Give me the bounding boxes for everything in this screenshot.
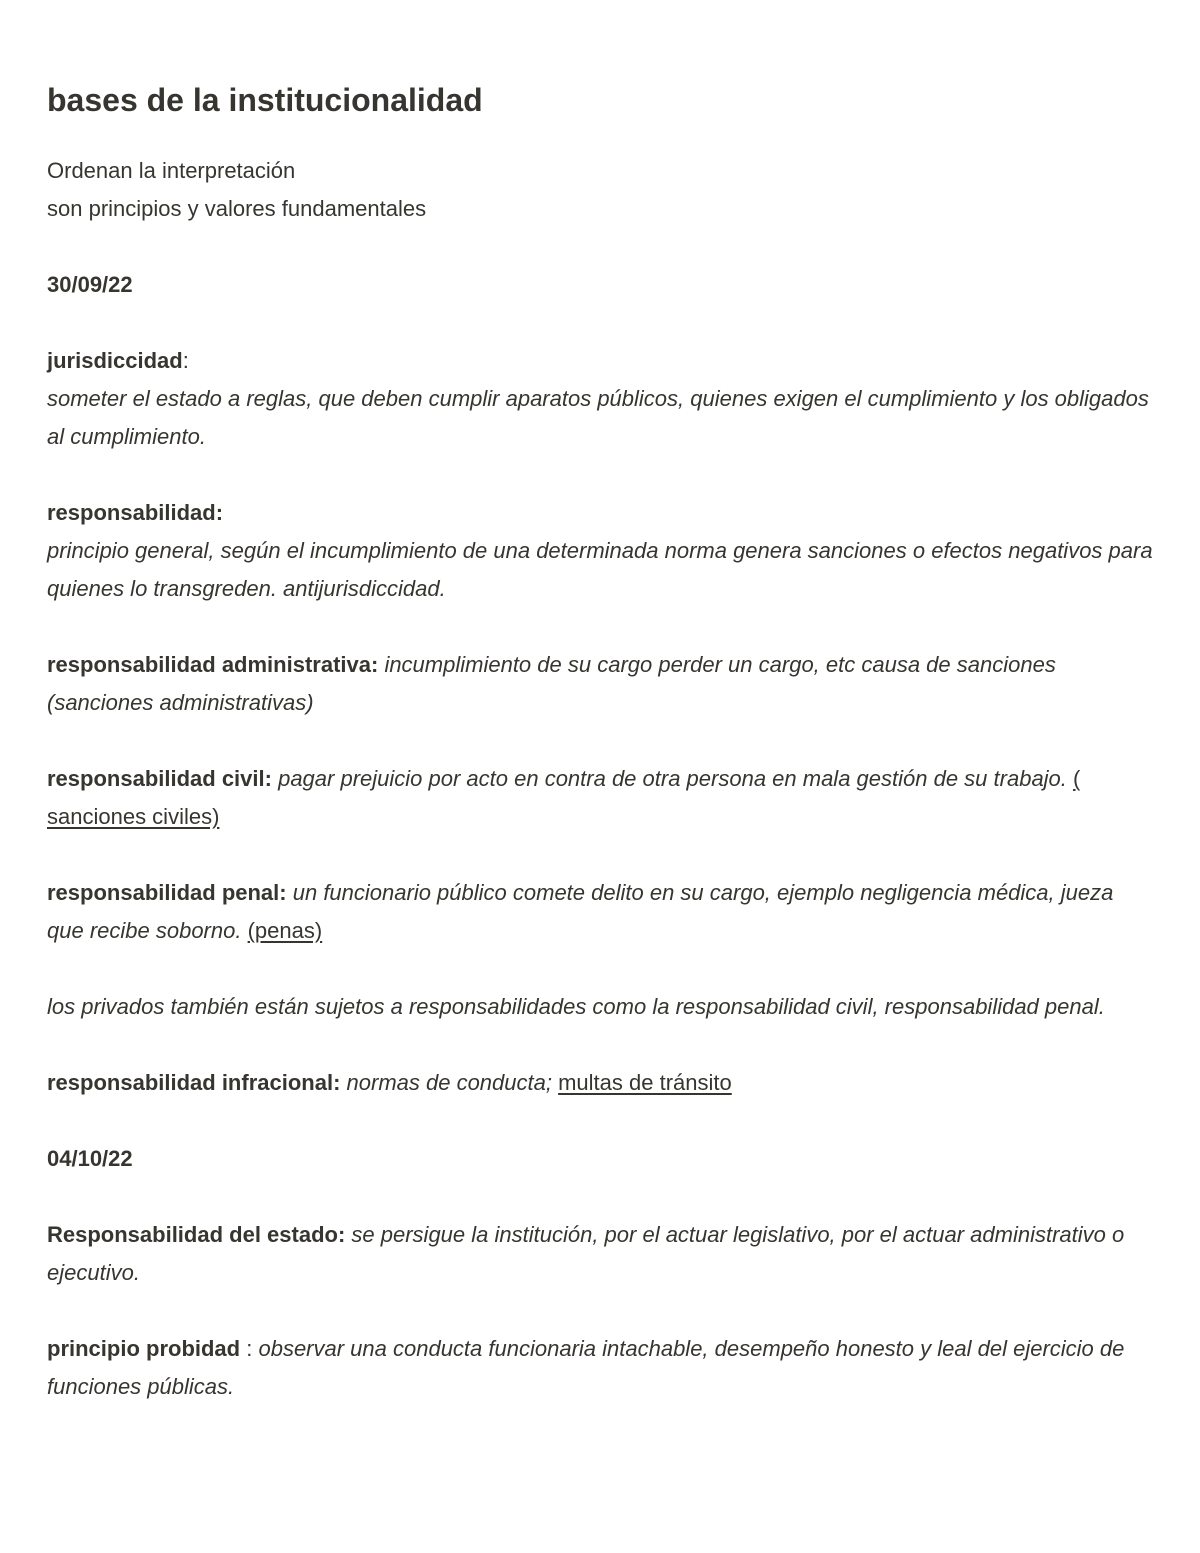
page-title: bases de la institucionalidad — [47, 82, 483, 118]
resp-civil-note: ( sanciones civiles) — [47, 766, 1081, 829]
resp-estado-definition: se persigue la institución, por el actuar legislativo, por el actuar administrativo o ejecutivo. — [47, 1222, 1125, 1285]
privados-paragraph: los privados también están sujetos a responsabilidades como la responsabilidad civil, responsabilidad penal. — [47, 994, 1105, 1019]
resp-estado-term: Responsabilidad del estado: — [47, 1222, 346, 1247]
probidad-definition: observar una conducta funcionaria intachable, desempeño honesto y leal del ejercicio de funciones públicas. — [47, 1336, 1125, 1399]
resp-estado-block — [47, 1216, 1154, 1292]
resp-civil-term: responsabilidad civil: — [47, 766, 272, 791]
resp-penal-definition: un funcionario público comete delito en su cargo, ejemplo negligencia médica, jueza que recibe soborno. — [47, 880, 1114, 943]
resp-infracional-block — [47, 1064, 1154, 1102]
jurisdiccidad-colon: : — [182, 348, 189, 373]
responsabilidad-definition: principio general, según el incumplimiento de una determinada norma genera sanciones o efectos negativos para quienes lo transgreden. antijurisdiccidad. — [47, 538, 1153, 601]
jurisdiccidad-definition: someter el estado a reglas, que deben cumplir aparatos públicos, quienes exigen el cumplimiento y los obligados al cumplimiento. — [47, 386, 1149, 449]
resp-administrativa-term: responsabilidad administrativa: — [47, 652, 379, 677]
responsabilidad-block — [47, 494, 1154, 608]
intro-line-1: Ordenan la interpretación — [47, 158, 296, 183]
resp-infracional-term: responsabilidad infracional: — [47, 1070, 341, 1095]
resp-administrativa-definition: incumplimiento de su cargo perder un cargo, etc causa de sanciones (sanciones administrativas) — [47, 652, 1056, 715]
resp-penal-term: responsabilidad penal: — [47, 880, 287, 905]
probidad-block — [47, 1330, 1154, 1406]
jurisdiccidad-block — [47, 342, 1154, 456]
resp-civil-block — [47, 760, 1154, 836]
responsabilidad-term: responsabilidad: — [47, 500, 224, 525]
date-heading-2: 04/10/22 — [47, 1146, 133, 1171]
resp-administrativa-block — [47, 646, 1154, 722]
intro-line-2: son principios y valores fundamentales — [47, 196, 427, 221]
resp-civil-definition: pagar prejuicio por acto en contra de otra persona en mala gestión de su trabajo. — [278, 766, 1067, 791]
jurisdiccidad-term: jurisdiccidad — [47, 348, 183, 373]
resp-infracional-definition: normas de conducta; — [346, 1070, 552, 1095]
probidad-separator: : — [240, 1336, 253, 1361]
date-heading-1: 30/09/22 — [47, 272, 133, 297]
resp-penal-note: (penas) — [247, 918, 323, 943]
intro-block — [47, 152, 1154, 228]
resp-infracional-note: multas de tránsito — [558, 1070, 732, 1095]
resp-penal-block — [47, 874, 1154, 950]
probidad-term: principio probidad — [47, 1336, 241, 1361]
